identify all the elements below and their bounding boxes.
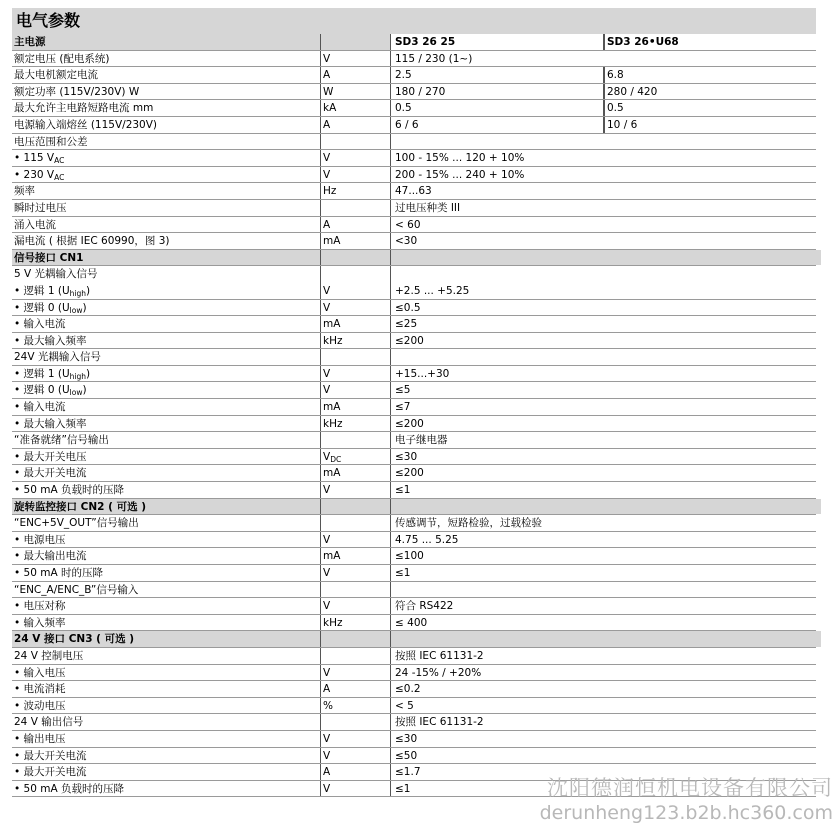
- label-text: 额定电压 (配电系统): [14, 52, 110, 65]
- value-cell-model-2: 6.8: [603, 67, 820, 83]
- value-cell: 47...63: [390, 183, 821, 199]
- table-row: [12, 266, 816, 283]
- unit-text: kHz: [323, 334, 343, 347]
- parameter-label: [14, 200, 318, 216]
- label-text: • 最大开关电流: [14, 749, 87, 762]
- table-row: [12, 117, 816, 134]
- parameter-label: [14, 731, 318, 747]
- unit-text: W: [323, 85, 334, 98]
- page-title: 电气参数: [12, 8, 816, 34]
- unit-cell: [320, 117, 393, 133]
- table-row: [12, 183, 816, 200]
- watermark: [540, 772, 833, 824]
- table-row: [12, 515, 816, 532]
- label-text: • 输入电流: [14, 318, 66, 331]
- parameter-label: [14, 366, 318, 382]
- value-cell: 过电压种类 III: [390, 200, 821, 216]
- parameter-label: [14, 714, 318, 730]
- unit-cell: [320, 449, 393, 465]
- parameter-label: [14, 416, 318, 432]
- value-cell: ≤1.7: [390, 764, 821, 780]
- table-row: [12, 416, 816, 433]
- header-label: 主电源: [14, 34, 318, 50]
- value-cell: 24 -15% / +20%: [390, 665, 821, 681]
- value-cell: 按照 IEC 61131-2: [390, 648, 821, 664]
- label-subscript: high: [69, 288, 87, 298]
- value-cell: 电子继电器: [390, 432, 821, 448]
- label-text: 24 V 控制电压: [14, 649, 84, 662]
- table-row: [12, 465, 816, 482]
- table-row: [12, 748, 816, 765]
- unit-cell: [320, 200, 393, 216]
- parameter-label: [14, 532, 318, 548]
- value-cell: 6 / 6: [390, 117, 607, 133]
- table-row: [12, 714, 816, 731]
- value-cell: 传感调节，短路检验，过载检验: [390, 515, 821, 531]
- unit-text: V: [323, 52, 331, 65]
- unit-text: mA: [323, 401, 341, 414]
- unit-text: V: [323, 600, 331, 613]
- value-cell-model-2: 10 / 6: [603, 117, 820, 133]
- unit-cell: [320, 84, 393, 100]
- table-row: [12, 681, 816, 698]
- label-text: 涌入电流: [14, 218, 56, 231]
- unit-text: kHz: [323, 417, 343, 430]
- unit-cell: [320, 250, 393, 266]
- label-text: • 输出电压: [14, 732, 66, 745]
- unit-text: A: [323, 218, 331, 231]
- parameter-label: [14, 615, 318, 631]
- unit-cell: [320, 714, 393, 730]
- value-cell: ≤7: [390, 399, 821, 415]
- unit-cell: [320, 548, 393, 564]
- watermark-company: 沈阳德润恒机电设备有限公司: [547, 776, 833, 800]
- unit-cell: [320, 134, 393, 150]
- label-text: 5 V 光耦输入信号: [14, 268, 98, 281]
- value-cell: +15...+30: [390, 366, 821, 382]
- parameter-label: [14, 233, 318, 249]
- label-text: • 电源电压: [14, 533, 66, 546]
- label-text: 漏电流 ( 根据 IEC 60990，图 3): [14, 235, 170, 248]
- value-cell: ≤200: [390, 333, 821, 349]
- parameter-label: [14, 382, 318, 398]
- unit-cell: [320, 150, 393, 166]
- unit-text: V: [323, 168, 331, 181]
- table-row: [12, 349, 816, 366]
- label-text: • 最大开关电压: [14, 450, 87, 463]
- parameter-label: [14, 117, 318, 133]
- parameter-label: [14, 316, 318, 332]
- table-row: [12, 548, 816, 565]
- parameter-label: [14, 300, 318, 316]
- parameter-label: [14, 217, 318, 233]
- parameter-label: [14, 582, 318, 598]
- parameter-label: [14, 548, 318, 564]
- label-tail: ): [82, 384, 87, 397]
- value-cell: [390, 582, 821, 598]
- label-text: • 115 V: [14, 152, 55, 165]
- value-cell: ≤0.5: [390, 300, 821, 316]
- label-subscript: AC: [54, 156, 65, 166]
- table-row: [12, 648, 816, 665]
- unit-cell: [320, 499, 393, 515]
- value-cell: ≤30: [390, 731, 821, 747]
- value-cell: [390, 266, 821, 283]
- label-text: • 输入电流: [14, 401, 66, 414]
- unit-cell: [320, 266, 393, 283]
- unit-cell: [320, 183, 393, 199]
- label-text: 瞬时过电压: [14, 201, 67, 214]
- parameter-label: [14, 266, 318, 283]
- value-cell: ≤0.2: [390, 681, 821, 697]
- label-subscript: low: [69, 388, 83, 398]
- parameter-table: [12, 8, 816, 797]
- parameter-label: [14, 565, 318, 581]
- table-row: [12, 233, 816, 250]
- value-cell: ≤200: [390, 465, 821, 481]
- unit-text: V: [323, 484, 331, 497]
- label-text: • 逻辑 1 (U: [14, 367, 70, 380]
- unit-text: Hz: [323, 185, 337, 198]
- unit-cell: [320, 382, 393, 398]
- unit-text: A: [323, 69, 331, 82]
- label-text: 最大电机额定电流: [14, 69, 98, 82]
- section-header-row: [12, 631, 816, 648]
- section-header-row: [12, 250, 816, 267]
- parameter-label: [14, 764, 318, 780]
- unit-cell: [320, 349, 393, 365]
- unit-text: kA: [323, 102, 337, 115]
- table-row: [12, 582, 816, 599]
- unit-cell: [320, 582, 393, 598]
- unit-cell: [320, 333, 393, 349]
- unit-subscript: DC: [330, 454, 342, 464]
- table-body: [12, 51, 816, 798]
- unit-cell: [320, 665, 393, 681]
- parameter-label: [14, 449, 318, 465]
- value-cell: 0.5: [390, 100, 607, 116]
- section-title: [14, 250, 318, 266]
- table-row: [12, 316, 816, 333]
- value-cell: <30: [390, 233, 821, 249]
- unit-cell: [320, 100, 393, 116]
- parameter-label: [14, 482, 318, 498]
- table-row: [12, 333, 816, 350]
- unit-cell: [320, 532, 393, 548]
- label-subscript: low: [69, 305, 83, 315]
- label-text: 旋转监控接口 CN2 ( 可选 ): [14, 500, 147, 513]
- label-text: “ENC+5V_OUT”信号输出: [14, 517, 139, 530]
- unit-cell: [320, 648, 393, 664]
- value-cell: < 5: [390, 698, 821, 714]
- parameter-label: [14, 51, 318, 67]
- table-row: [12, 51, 816, 68]
- table-row: [12, 432, 816, 449]
- unit-cell: [320, 233, 393, 249]
- section-title: [14, 631, 318, 647]
- table-row: [12, 565, 816, 582]
- table-row: [12, 84, 816, 101]
- value-cell: ≤200: [390, 416, 821, 432]
- label-text: • 逻辑 1 (U: [14, 284, 70, 297]
- table-row: [12, 665, 816, 682]
- unit-cell: [320, 731, 393, 747]
- unit-text: A: [323, 683, 331, 696]
- unit-cell: [320, 615, 393, 631]
- value-cell-model-2: 280 / 420: [603, 84, 820, 100]
- label-text: 额定功率 (115V/230V) W: [14, 85, 140, 98]
- value-cell: [390, 349, 821, 365]
- table-row: [12, 134, 816, 151]
- unit-cell: [320, 366, 393, 382]
- unit-text: A: [323, 118, 331, 131]
- unit-cell: [320, 167, 393, 183]
- unit-text: mA: [323, 235, 341, 248]
- unit-text: mA: [323, 550, 341, 563]
- parameter-label: [14, 598, 318, 614]
- unit-text: V: [323, 567, 331, 579]
- value-cell: ≤25: [390, 316, 821, 332]
- table-row: [12, 399, 816, 416]
- parameter-label: [14, 665, 318, 681]
- unit-text: %: [323, 699, 333, 712]
- unit-cell: [320, 283, 393, 299]
- header-model-2: SD3 26•U68: [603, 34, 820, 50]
- table-row: [12, 217, 816, 234]
- unit-cell: [320, 316, 393, 332]
- value-cell: < 60: [390, 217, 821, 233]
- unit-cell: [320, 482, 393, 498]
- watermark-url: derunheng123.b2b.hc360.com: [539, 802, 833, 824]
- unit-cell: [320, 631, 393, 647]
- unit-text: V: [323, 152, 331, 165]
- table-row: [12, 449, 816, 466]
- parameter-label: [14, 698, 318, 714]
- value-cell: 按照 IEC 61131-2: [390, 714, 821, 730]
- parameter-label: [14, 84, 318, 100]
- table-row: [12, 698, 816, 715]
- value-cell: +2.5 ... +5.25: [390, 283, 821, 299]
- table-row: [12, 731, 816, 748]
- parameter-label: [14, 681, 318, 697]
- table-row: [12, 598, 816, 615]
- label-text: • 波动电压: [14, 699, 66, 712]
- label-text: • 输入电压: [14, 666, 66, 679]
- table-row: [12, 200, 816, 217]
- parameter-label: [14, 399, 318, 415]
- parameter-label: [14, 150, 318, 166]
- parameter-label: [14, 781, 318, 797]
- value-cell: ≤1: [390, 781, 821, 797]
- header-row: [12, 34, 816, 51]
- table-row: [12, 366, 816, 383]
- label-tail: ): [86, 367, 91, 380]
- unit-cell: [320, 598, 393, 614]
- table-row: [12, 167, 816, 184]
- table-row: [12, 100, 816, 117]
- table-row: [12, 532, 816, 549]
- label-text: • 230 V: [14, 168, 55, 181]
- unit-cell: [320, 416, 393, 432]
- section-title: [14, 499, 318, 515]
- label-text: • 最大输入频率: [14, 334, 87, 347]
- value-cell: ≤50: [390, 748, 821, 764]
- unit-text: V: [323, 384, 331, 397]
- label-text: • 50 mA 负载时的压降: [14, 484, 124, 497]
- parameter-label: [14, 100, 318, 116]
- table-row: [12, 615, 816, 632]
- unit-cell: [320, 748, 393, 764]
- unit-text: V: [323, 301, 331, 314]
- unit-text: V: [323, 749, 331, 762]
- table-row: [12, 300, 816, 317]
- label-text: • 50 mA 负载时的压降: [14, 782, 124, 795]
- unit-cell: [320, 515, 393, 531]
- unit-cell: [320, 51, 393, 67]
- table-row: [12, 283, 816, 300]
- header-unit: [320, 34, 393, 50]
- value-cell: ≤ 400: [390, 615, 821, 631]
- label-tail: ): [82, 301, 87, 314]
- unit-text: V: [323, 367, 331, 380]
- value-cell: ≤1: [390, 482, 821, 498]
- parameter-label: [14, 748, 318, 764]
- parameter-label: [14, 349, 318, 365]
- unit-text: V: [323, 782, 331, 795]
- unit-cell: [320, 399, 393, 415]
- unit-cell: [320, 681, 393, 697]
- value-cell: ≤30: [390, 449, 821, 465]
- value-cell: [390, 631, 821, 647]
- label-text: • 电压对称: [14, 600, 66, 613]
- parameter-label: [14, 183, 318, 199]
- parameter-label: [14, 67, 318, 83]
- label-subscript: AC: [54, 172, 65, 182]
- value-cell: 4.75 ... 5.25: [390, 532, 821, 548]
- parameter-label: [14, 167, 318, 183]
- value-cell: 180 / 270: [390, 84, 607, 100]
- unit-text: V: [323, 284, 331, 297]
- value-cell: ≤5: [390, 382, 821, 398]
- label-text: 最大允许主电路短路电流 mm: [14, 102, 154, 115]
- label-text: 信号接口 CN1: [14, 251, 84, 264]
- label-text: • 最大输入频率: [14, 417, 87, 430]
- label-text: • 逻辑 0 (U: [14, 301, 70, 314]
- unit-cell: [320, 300, 393, 316]
- unit-cell: [320, 565, 393, 581]
- label-text: 24V 光耦输入信号: [14, 351, 101, 364]
- label-text: • 逻辑 0 (U: [14, 384, 70, 397]
- parameter-label: [14, 648, 318, 664]
- label-text: “ENC_A/ENC_B”信号输入: [14, 583, 139, 596]
- label-text: • 最大开关电流: [14, 467, 87, 480]
- label-text: • 50 mA 时的压降: [14, 567, 103, 579]
- value-cell: 符合 RS422: [390, 598, 821, 614]
- value-cell: ≤100: [390, 548, 821, 564]
- unit-text: mA: [323, 467, 341, 480]
- value-cell: [390, 499, 821, 515]
- parameter-label: [14, 134, 318, 150]
- unit-text: kHz: [323, 616, 343, 629]
- header-model-1: SD3 26 25: [390, 34, 607, 50]
- label-tail: ): [86, 284, 91, 297]
- unit-text: V: [323, 732, 331, 745]
- value-cell: ≤1: [390, 565, 821, 581]
- label-text: “准备就绪”信号输出: [14, 434, 109, 447]
- table-row: [12, 382, 816, 399]
- parameter-label: [14, 432, 318, 448]
- value-cell: [390, 250, 821, 266]
- label-text: • 输入频率: [14, 616, 66, 629]
- unit-text: V: [323, 666, 331, 679]
- unit-cell: [320, 764, 393, 780]
- unit-cell: [320, 698, 393, 714]
- unit-cell: [320, 465, 393, 481]
- unit-cell: [320, 217, 393, 233]
- unit-text: mA: [323, 318, 341, 331]
- label-text: 电压范围和公差: [14, 135, 88, 148]
- value-cell: 2.5: [390, 67, 607, 83]
- label-subscript: high: [69, 371, 87, 381]
- unit-text: V: [323, 533, 331, 546]
- label-text: • 最大输出电流: [14, 550, 87, 563]
- value-cell: 200 - 15% ... 240 + 10%: [390, 167, 821, 183]
- value-cell-model-2: 0.5: [603, 100, 820, 116]
- parameter-label: [14, 465, 318, 481]
- value-cell: 115 / 230 (1~): [390, 51, 821, 67]
- unit-cell: [320, 67, 393, 83]
- table-row: [12, 482, 816, 499]
- table-row: [12, 150, 816, 167]
- parameter-label: [14, 333, 318, 349]
- value-cell: [390, 134, 821, 150]
- unit-text: V: [323, 450, 331, 463]
- unit-cell: [320, 432, 393, 448]
- unit-cell: [320, 781, 393, 797]
- unit-text: A: [323, 766, 331, 779]
- value-cell: 100 - 15% ... 120 + 10%: [390, 150, 821, 166]
- section-header-row: [12, 499, 816, 516]
- label-text: 24 V 接口 CN3 ( 可选 ): [14, 633, 135, 646]
- parameter-label: [14, 283, 318, 299]
- label-text: • 最大开关电流: [14, 766, 87, 779]
- label-text: • 电流消耗: [14, 683, 66, 696]
- label-text: 24 V 输出信号: [14, 716, 84, 729]
- label-text: 电源输入端熔丝 (115V/230V): [14, 118, 158, 131]
- label-text: 频率: [14, 185, 35, 198]
- table-row: [12, 67, 816, 84]
- parameter-label: [14, 515, 318, 531]
